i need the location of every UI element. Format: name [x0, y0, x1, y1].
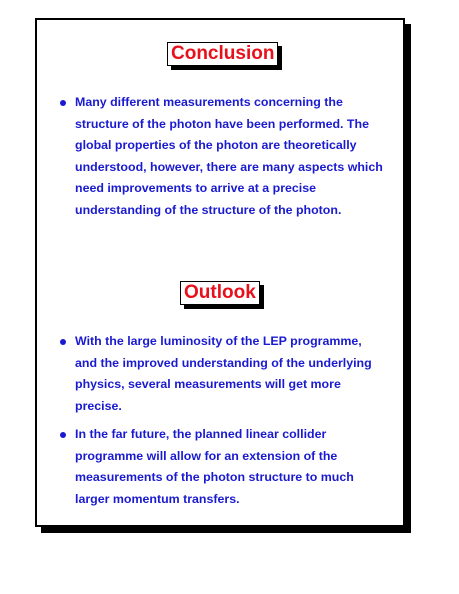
outlook-bullet-text-2: In the far future, the planned linear collider programme will allow for an extension of the measurements of the photon structure to much larger momentum transfers.: [75, 427, 354, 506]
slide-frame: [35, 18, 405, 527]
conclusion-heading-text: Conclusion: [171, 43, 275, 64]
conclusion-bullet-text: Many different measurements concerning the structure of the photon have been performed. The global properties of the photon are theoretically understood, however, there are many aspects which need improvements to arrive at a precise understanding of the structure of the photon.: [75, 95, 383, 217]
bullet-dot-icon: [60, 432, 66, 438]
outlook-heading: [180, 281, 260, 305]
bullet-dot-icon: [60, 100, 66, 106]
bullet-dot-icon: [60, 339, 66, 345]
outlook-bullet-item-2: [75, 424, 385, 510]
outlook-bullet-text-1: With the large luminosity of the LEP programme, and the improved understanding of the underlying physics, several measurements will get more precise.: [75, 334, 372, 413]
conclusion-bullet-item: [75, 92, 385, 221]
outlook-heading-text: Outlook: [184, 282, 256, 303]
outlook-bullet-item-1: [75, 331, 385, 417]
conclusion-heading: [167, 42, 278, 66]
